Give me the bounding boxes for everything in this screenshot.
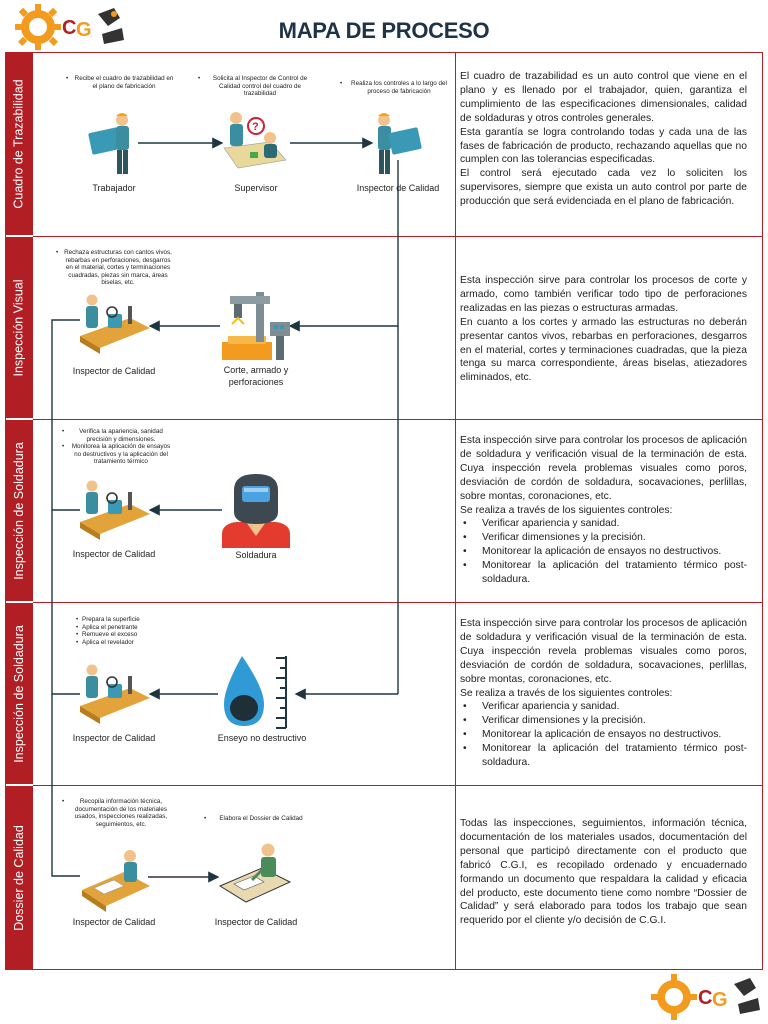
svg-text:G: G xyxy=(712,989,728,1011)
svg-text:?: ? xyxy=(252,121,259,133)
inspector-bench-figure xyxy=(78,478,152,542)
bullet-item: • Monitorear la aplicación del tratamiento térmico post-soldadura. xyxy=(460,742,747,770)
section-description: El cuadro de trazabilidad es un auto control que viene en el plano y es llenado por el trabajador, quien, garantiza el cumplimiento de las especificaciones dimensionales, calidad de soldaduras y otros controles generales. Esta garantía se logra controlando todas y cada una de las fases de fabricación de producto, rechazando aquellas que no cumplen con las tolerancias especificadas. El control será ejecutado cada vez lo soliciten los supervisores, siempre que exista un auto control por parte de producción que será evidenciada en el plano de fabricación. xyxy=(460,71,747,208)
svg-text:C: C xyxy=(62,17,77,39)
step-note: • Recibe el cuadro de trazabilidad en el plano de fabricación xyxy=(66,75,176,90)
section-label-soldadura: Inspección de Soldadura xyxy=(5,420,33,601)
step-note: • Recopila información técnica, documentación de los materiales usados, inspecciones realizadas, seguimientos, etc. xyxy=(62,798,174,828)
step-note: • Solicita al Inspector de Control de Calidad control del cuadro de trazabilidad xyxy=(198,75,316,98)
column-divider xyxy=(455,52,456,970)
footer-logo xyxy=(650,974,762,1020)
section-description: Todas las inspecciones, seguimientos, información técnica, documentación de los materiales usados, documentación del personal que participó directamente con el producto que fabricó C.G.I, es recopilado ordenado y encuadernado formando un documento que respaldara la calidad y eficacia del producto, este documento tiene como nombre “Dossier de Calidad” y será elaborado para todos los trabajo que sean requerido por el cliente y/o decisión de C.G.I. xyxy=(460,818,747,927)
inspector-desk-figure xyxy=(218,840,292,910)
row-divider xyxy=(33,236,763,237)
actor-label: Corte, armado y perforaciones xyxy=(223,365,289,387)
row-divider xyxy=(33,602,763,603)
step-note: • Realiza los controles a lo largo del proceso de fabricación xyxy=(340,80,452,95)
step-note: • Rechaza estructuras con cantos vivos, rebarbas en perforaciones, desgarros en el material, cortes y terminaciones cuadradas, piezas sin marca, áreas biselas, etc. xyxy=(56,249,174,287)
water-drop-gauge-icon xyxy=(220,654,294,730)
bullet-item: • Verificar apariencia y sanidad. xyxy=(460,700,747,714)
step-note: • Verifica la apariencia, sanidad precisión y dimensiones. • Monitorea la aplicación de ensayos no destructivos y la aplicación del tratamiento térmico xyxy=(62,428,174,466)
actor-label: Enseyo no destructivo xyxy=(217,733,307,743)
welder-icon xyxy=(220,472,292,548)
inspector-bench-figure xyxy=(78,662,152,726)
inspector-figure xyxy=(372,108,424,178)
inspector-desk-figure xyxy=(80,846,152,912)
bullet-item: • Monitorear la aplicación de ensayos no destructivos. xyxy=(460,545,747,559)
bullet-item: • Verificar apariencia y sanidad. xyxy=(460,517,747,531)
svg-text:C: C xyxy=(698,987,713,1009)
row-divider xyxy=(33,785,763,786)
bullet-item: • Monitorear la aplicación de ensayos no destructivos. xyxy=(460,728,747,742)
section-label-dossier: Dossier de Calidad xyxy=(5,786,33,969)
worker-figure xyxy=(88,108,140,178)
bullet-item: • Verificar dimensiones y la precisión. xyxy=(460,531,747,545)
section-label-ensayo: Inspección de Soldadura xyxy=(5,603,33,784)
actor-label: Trabajador xyxy=(92,183,136,193)
section-description: Esta inspección sirve para controlar los procesos de aplicación de soldadura y verificación visual de la terminación de esta. Cuya inspección revela problemas visuales como poros, desviación de cordón de soldadura, socavaciones, perlillas, sobre montas, coronaciones, etc. Se realiza a través de los siguientes controles: • Verificar apariencia y sanidad. • Verificar dimensiones y la precisión. • Monitorear la aplicación de ensayos no destructivos. • Monitorear la aplicación del tratamiento térmico post-soldadura. xyxy=(460,617,747,770)
bullet-item: • Verificar dimensiones y la precisión. xyxy=(460,714,747,728)
page-title: MAPA DE PROCESO xyxy=(278,18,490,43)
actor-label: Inspector de Calidad xyxy=(72,549,156,559)
section-description: Esta inspección sirve para controlar los procesos de corte y armado, como también verificar todo tipo de perforaciones realizadas en las piezas o estructuras armadas. En cuanto a los cortes y armado las estructuras no deberán presentar cantos vivos, rebarbas en perforaciones, desgarros en el material, cortes y terminaciones cuadradas, que la pieza tenga su marca correspondiente, áreas biselas, atiezadores eliminados, etc. xyxy=(460,275,747,384)
step-note: • Prepara la superficie • Aplica el penetrante • Remueve el exceso • Aplica el revelador xyxy=(76,616,166,646)
actor-label: Inspector de Calidad xyxy=(356,183,440,193)
cutting-machine-icon xyxy=(220,290,292,362)
actor-label: Supervisor xyxy=(234,183,278,193)
row-divider xyxy=(33,419,763,420)
bullet-item: • Monitorear la aplicación del tratamiento térmico post-soldadura. xyxy=(460,559,747,587)
section-label-trazabilidad: Cuadro de Trazabilidad xyxy=(5,53,33,235)
actor-label: Soldadura xyxy=(235,550,277,560)
supervisor-figure xyxy=(220,108,292,172)
actor-label: Inspector de Calidad xyxy=(214,917,298,927)
svg-text:G: G xyxy=(76,19,92,41)
actor-label: Inspector de Calidad xyxy=(72,366,156,376)
section-label-visual: Inspección Visual xyxy=(5,237,33,418)
section-description: Esta inspección sirve para controlar los procesos de aplicación de soldadura y verificación visual de la terminación de esta. Cuya inspección revela problemas visuales como poros, desviación de cordón de soldadura, socavaciones, perlillas, sobre montas, coronaciones, etc. Se realiza a través de los siguientes controles: • Verificar apariencia y sanidad. • Verificar dimensiones y la precisión. • Monitorear la aplicación de ensayos no destructivos. • Monitorear la aplicación del tratamiento térmico post-soldadura. xyxy=(460,434,747,587)
actor-label: Inspector de Calidad xyxy=(72,733,156,743)
actor-label: Inspector de Calidad xyxy=(72,917,156,927)
step-note: • Elabora el Dossier de Calidad xyxy=(204,815,312,823)
inspector-bench-figure xyxy=(78,292,152,356)
